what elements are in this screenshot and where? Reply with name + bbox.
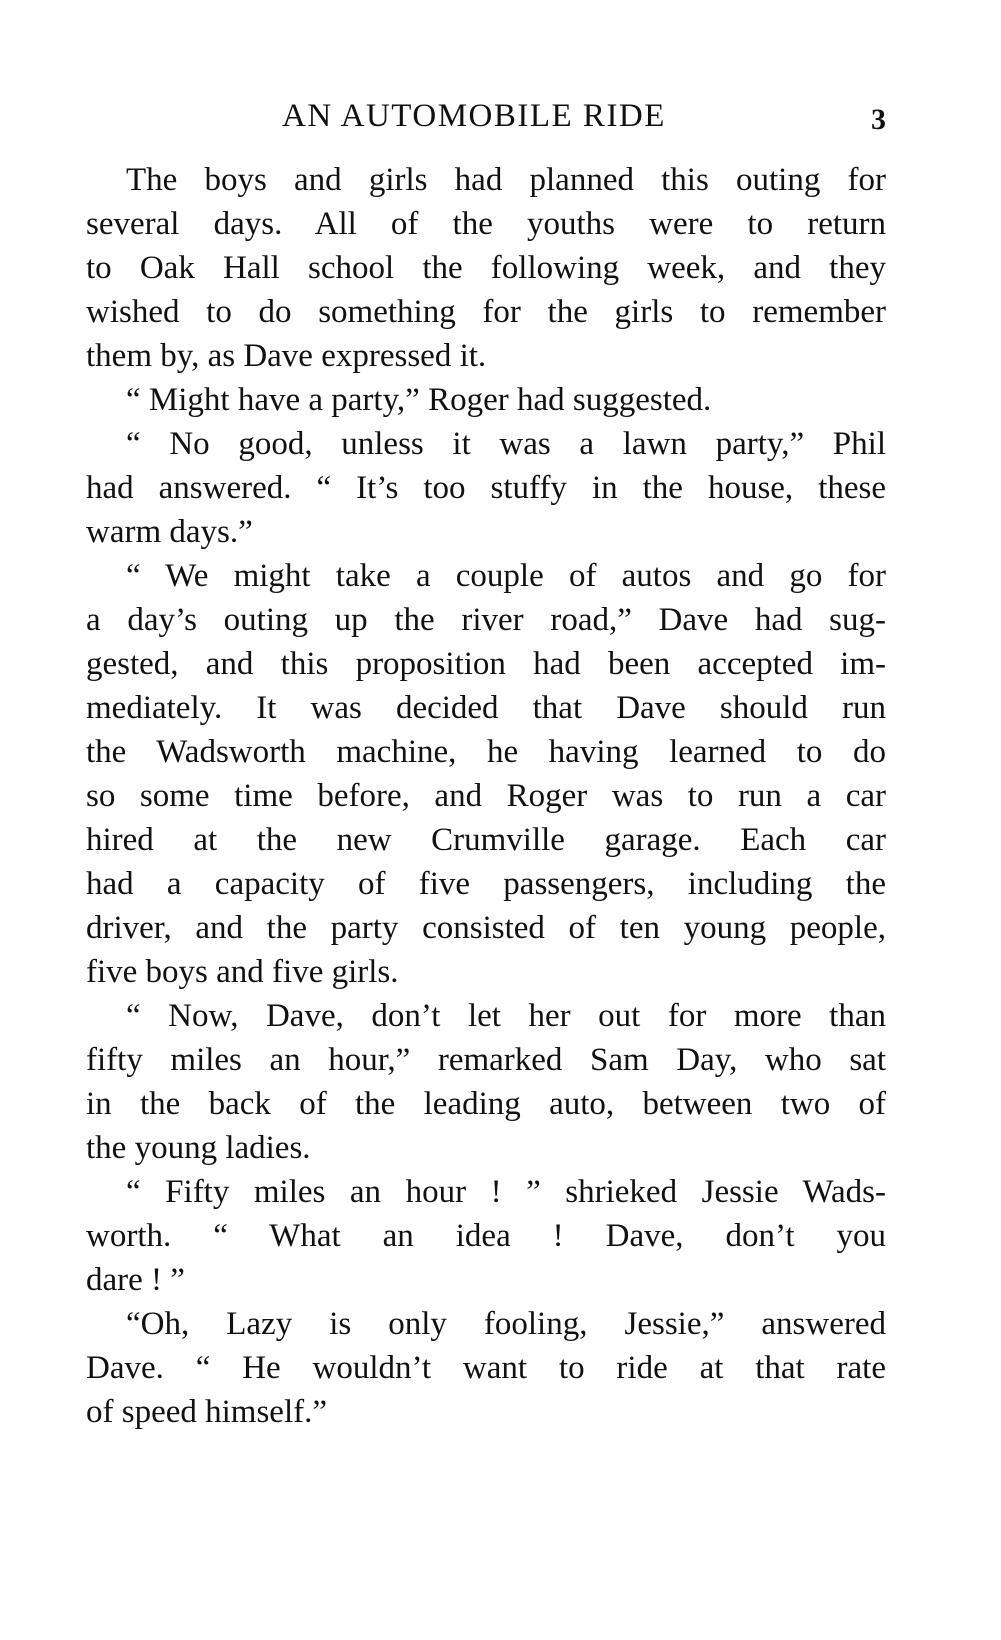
page-number: 3 [871,103,886,136]
text-line: dare ! ” [86,1262,185,1298]
body-text [86,158,886,1434]
text-line: The boys and girls had planned this outing for [126,162,886,198]
text-line: “ Fifty miles an hour ! ” shrieked Jessie Wads- [126,1174,886,1210]
text-line: wished to do something for the girls to remember [86,294,886,330]
text-line: had answered. “ It’s too stuffy in the house, these [86,470,886,506]
text-line: the young ladies. [86,1130,311,1166]
text-line: of speed himself.” [86,1394,328,1430]
text-line: mediately. It was decided that Dave should run [86,690,886,726]
text-line: Dave. “ He wouldn’t want to ride at that rate [86,1350,886,1386]
text-line: a day’s outing up the river road,” Dave had sug- [86,602,886,638]
text-line: gested, and this proposition had been accepted im- [86,646,886,682]
running-title: AN AUTOMOBILE RIDE [282,98,666,134]
text-line: “ Now, Dave, don’t let her out for more than [126,998,886,1034]
text-line: them by, as Dave expressed it. [86,338,487,374]
text-line: in the back of the leading auto, between two of [86,1086,886,1122]
text-line: had a capacity of five passengers, including the [86,866,886,902]
text-line: hired at the new Crumville garage. Each car [86,822,886,858]
text-line: so some time before, and Roger was to run a car [86,778,886,814]
text-line: worth. “ What an idea ! Dave, don’t you [86,1218,886,1254]
text-line: “ We might take a couple of autos and go for [126,558,886,594]
text-line: “ No good, unless it was a lawn party,” Phil [126,426,886,462]
text-line: driver, and the party consisted of ten young people, [86,910,886,946]
text-line: five boys and five girls. [86,954,399,990]
text-line: to Oak Hall school the following week, and they [86,250,886,286]
text-line: warm days.” [86,514,253,550]
running-head [86,94,886,138]
text-line: fifty miles an hour,” remarked Sam Day, who sat [86,1042,886,1078]
text-line: “Oh, Lazy is only fooling, Jessie,” answered [126,1306,886,1342]
text-line: “ Might have a party,” Roger had suggested. [126,382,712,418]
text-line: the Wadsworth machine, he having learned to do [86,734,886,770]
text-line: several days. All of the youths were to return [86,206,886,242]
